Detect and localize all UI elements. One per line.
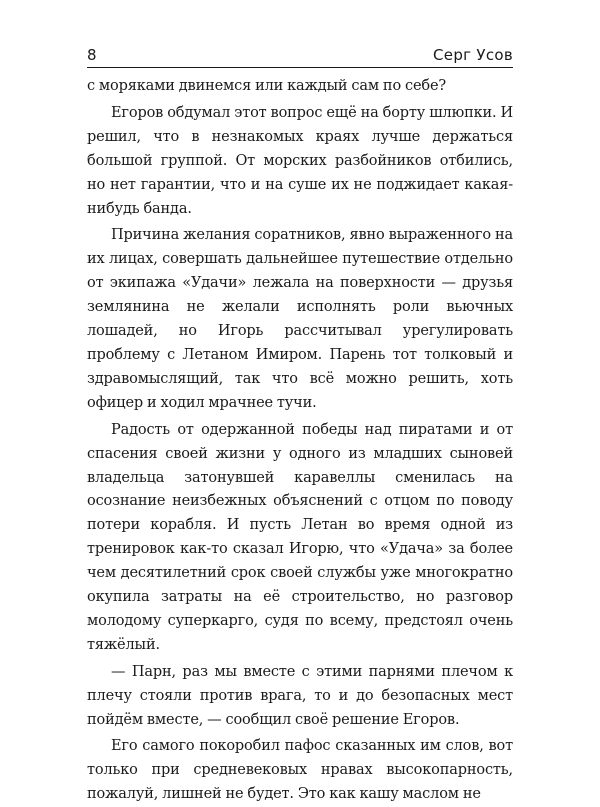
paragraph: Причина желания соратников, явно выраженного на их лицах, совершать дальнейшее путешествие отдельно от экипажа «Удачи» лежала на поверхности — друзья землянина не желали исполнять роли вьючных лошадей, но Игорь рассчитывал урегулировать проблему с Летаном Имиром. Парень тот толковый и здравомыслящий, так что всё можно решить, хоть офицер и ходил мрачнее тучи. — [87, 227, 513, 411]
page-number: 8 — [87, 46, 98, 64]
paragraph: Его самого покоробил пафос сказанных им слов, вот только при средневековых нравах высокопарность, пожалуй, лишней не будет. Это как кашу маслом не — [87, 738, 513, 803]
running-header — [87, 40, 513, 68]
paragraph: Егоров обдумал этот вопрос ещё на борту шлюпки. И решил, что в незнакомых краях лучше держаться большой группой. От морских разбойников отбились, но нет гарантии, что и на суше их не поджидает какая-нибудь банда. — [87, 104, 513, 217]
paragraph: Радость от одержанной победы над пиратами и от спасения своей жизни у одного из младших сыновей владельца затонувшей каравеллы сменилась на осознание неизбежных объяснений с отцом по поводу потери корабля. И пусть Летан во время одной из тренировок как-то сказал Игорю, что «Удача» за более чем десятилетний срок своей службы уже многократно окупила затраты на её строительство, но разговор молодому суперкарго, судя по всему, предстоял очень тяжёлый. — [87, 421, 513, 653]
paragraph: с моряками двинемся или каждый сам по себе? — [87, 78, 447, 94]
author-name: Серг Усов — [433, 46, 513, 64]
book-page — [87, 40, 513, 807]
paragraph: — Парн, раз мы вместе с этими парнями плечом к плечу стояли против врага, то и до безопасных мест пойдём вместе, — сообщил своё решение Егоров. — [87, 663, 513, 728]
body-text — [87, 75, 513, 807]
